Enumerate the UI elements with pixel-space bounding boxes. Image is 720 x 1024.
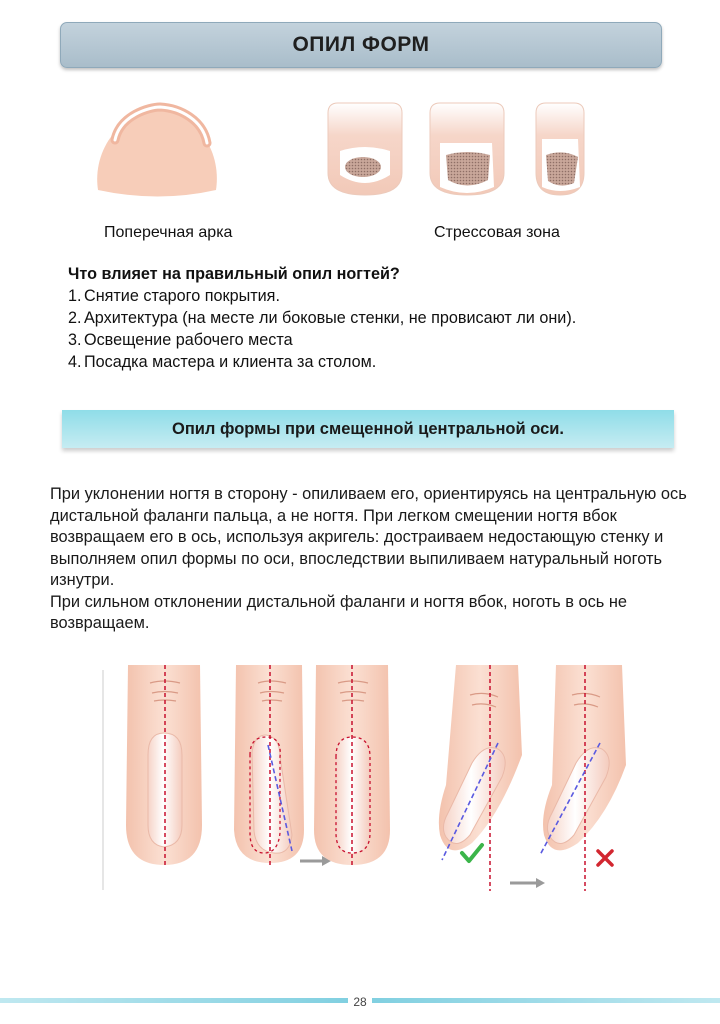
transverse-arch-figure xyxy=(97,107,217,197)
title-banner xyxy=(60,22,662,68)
finger-result xyxy=(314,665,390,865)
factors-block xyxy=(68,263,708,373)
factors-list xyxy=(68,285,708,373)
list-text: Снятие старого покрытия. xyxy=(84,287,280,305)
transverse-arch-caption: Поперечная арка xyxy=(104,224,233,241)
list-item xyxy=(68,351,708,373)
list-number: 4. xyxy=(68,353,82,371)
paragraph-2: При сильном отклонении дистальной фаланги и ногтя вбок, ноготь в ось не возвращаем. xyxy=(50,592,628,632)
finger-corrected xyxy=(234,665,304,865)
stress-zone-finger-3 xyxy=(536,103,584,195)
body-text xyxy=(50,484,690,635)
page-title: ОПИЛ ФОРМ xyxy=(292,33,430,56)
page-number: 28 xyxy=(348,995,372,1009)
stress-zone-finger-2 xyxy=(430,103,504,195)
list-text: Освещение рабочего места xyxy=(84,331,293,349)
section-title: Опил формы при смещенной центральной оси. xyxy=(171,419,564,438)
list-item xyxy=(68,285,708,307)
nail-arch-stress-illustration xyxy=(0,95,720,220)
factors-title: Что влияет на правильный опил ногтей? xyxy=(68,265,400,283)
section-banner xyxy=(62,410,674,448)
list-item xyxy=(68,329,708,351)
list-text: Архитектура (на месте ли боковые стенки, не провисают ли они). xyxy=(84,309,577,327)
stress-zone-finger-1 xyxy=(328,103,402,195)
finger-centered xyxy=(126,665,202,865)
paragraph-1: При уклонении ногтя в сторону - опиливаем его, ориентируясь на центральную ось дистальной фаланги пальца, а не ногтя. При легком смещении ногтя вбок возвращаем его в ось, используя акригель: достраиваем недостающую стенку и выполняем опил формы по оси, впоследствии выпиливаем натуральный ноготь изнутри. xyxy=(50,485,687,589)
axis-filing-illustration xyxy=(100,665,640,895)
list-text: Посадка мастера и клиента за столом. xyxy=(84,353,377,371)
list-number: 1. xyxy=(68,287,82,305)
list-item xyxy=(68,307,708,329)
list-number: 2. xyxy=(68,309,82,327)
stress-zone-caption: Стрессовая зона xyxy=(434,224,560,241)
list-number: 3. xyxy=(68,331,82,349)
